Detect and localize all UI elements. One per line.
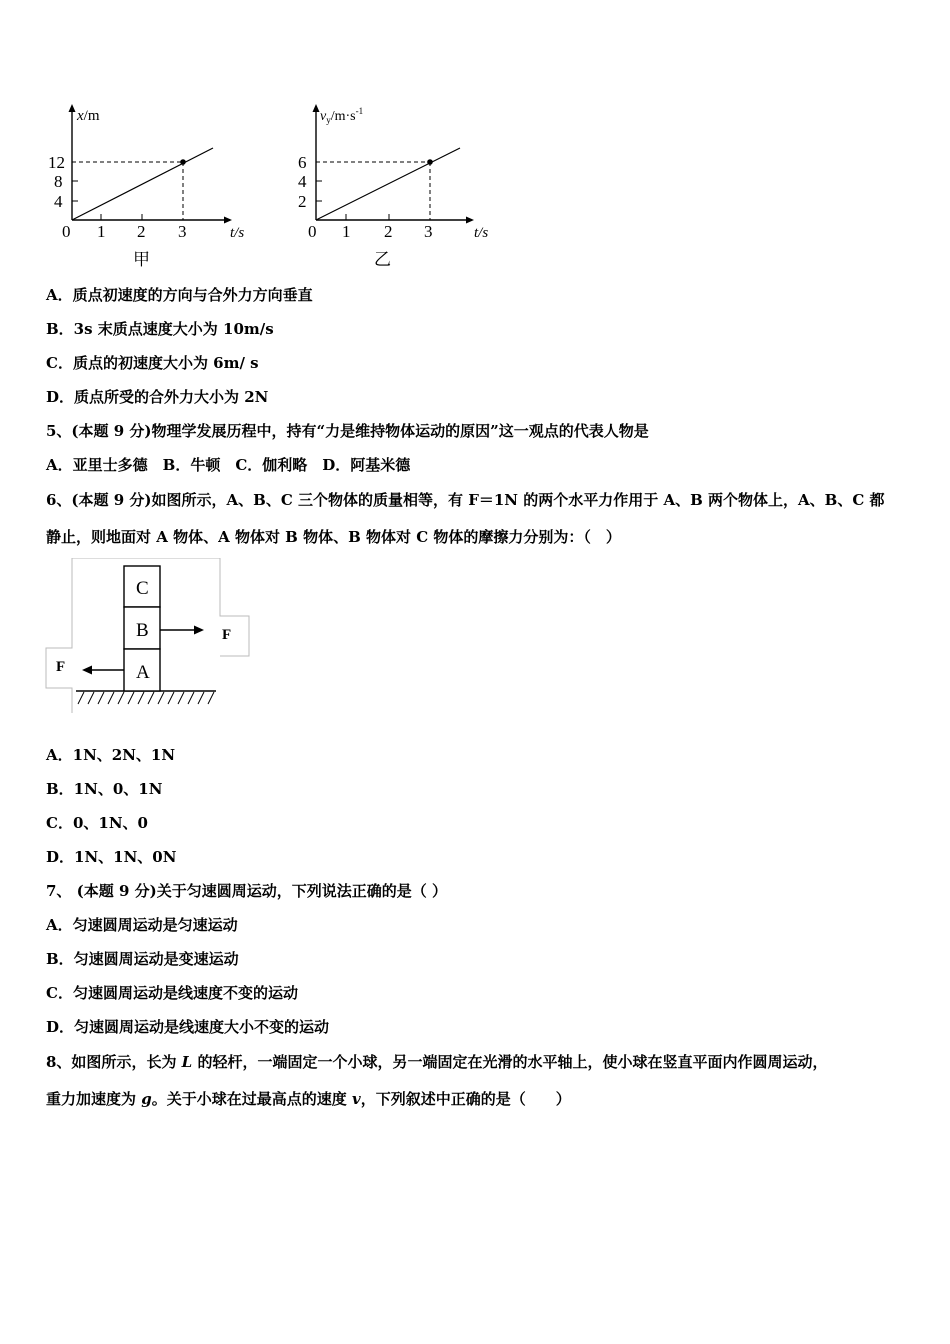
q6-stem-line1: 6、(本题 9 分)如图所示，A、B、C 三个物体的质量相等，有 F＝1N 的两个水平力作用于 A、B 两个物体上，A、B、C 都	[46, 491, 885, 509]
jia-xtick-1: 1	[97, 222, 106, 241]
yi-xtick-1: 1	[342, 222, 351, 241]
yi-xtick-2: 2	[384, 222, 393, 241]
jia-ytick-4: 4	[54, 192, 63, 211]
jia-caption: 甲	[133, 250, 150, 269]
q7-stem: 7、 (本题 9 分)关于匀速圆周运动，下列说法正确的是（ ）	[46, 882, 447, 900]
graph-yi	[298, 104, 488, 269]
yi-data-point	[427, 159, 433, 165]
graph-jia	[48, 104, 244, 269]
yi-ytick-4: 4	[298, 172, 307, 191]
q6-option-d: D．1N、1N、0N	[46, 848, 177, 866]
q5-stem: 5、(本题 9 分)物理学发展历程中，持有“力是维持物体运动的原因”这一观点的代表人物是	[46, 422, 649, 440]
motion-graphs	[40, 100, 520, 275]
q4-option-a: A．质点初速度的方向与合外力方向垂直	[46, 286, 313, 304]
yi-ylabel: $v_y/m\cdot s^{-1}$	[320, 106, 364, 125]
jia-ytick-12: 12	[48, 153, 65, 172]
q8-stem-line1: 8、如图所示，长为 L 的轻杆，一端固定一个小球，另一端固定在光滑的水平轴上，使小球在竖直平面内作圆周运动，	[46, 1053, 828, 1071]
jia-xlabel: t/s	[230, 225, 245, 241]
force-left-arrowhead	[82, 666, 92, 675]
q6-option-b: B．1N、0、1N	[46, 780, 163, 798]
force-left-label: F	[56, 659, 66, 675]
yi-xlabel: t/s	[474, 225, 489, 241]
jia-y-arrow	[69, 104, 76, 112]
frame-outline-left	[46, 558, 72, 713]
block-a-label: A	[136, 662, 150, 683]
q4-option-b: B．3s 末质点速度大小为 10m/s	[46, 320, 274, 338]
q7-option-a: A．匀速圆周运动是匀速运动	[46, 916, 238, 934]
q7-option-d: D．匀速圆周运动是线速度大小不变的运动	[46, 1018, 330, 1036]
q6-stem-line2: 静止，则地面对 A 物体、A 物体对 B 物体、B 物体对 C 物体的摩擦力分别为：（ ）	[46, 528, 621, 546]
jia-data-point	[180, 159, 186, 165]
yi-data-line	[316, 148, 460, 220]
yi-xtick-3: 3	[424, 222, 433, 241]
ground-hatching	[78, 692, 214, 704]
jia-x-arrow	[224, 217, 232, 224]
yi-x-arrow	[466, 217, 474, 224]
block-diagram	[44, 558, 254, 718]
q6-option-a: A．1N、2N、1N	[46, 746, 176, 764]
yi-ytick-2: 2	[298, 192, 307, 211]
q6-option-c: C．0、1N、0	[46, 814, 148, 832]
jia-xtick-0: 0	[62, 222, 71, 241]
force-right-arrowhead	[194, 626, 204, 635]
jia-ylabel: x/m	[77, 108, 100, 124]
block-b-label: B	[136, 620, 149, 641]
q7-option-b: B．匀速圆周运动是变速运动	[46, 950, 239, 968]
yi-y-arrow	[313, 104, 320, 112]
block-c-label: C	[136, 578, 149, 599]
yi-caption: 乙	[374, 250, 391, 269]
jia-data-line	[72, 148, 213, 220]
yi-ytick-6: 6	[298, 153, 307, 172]
jia-xtick-3: 3	[178, 222, 187, 241]
q4-option-c: C．质点的初速度大小为 6m/ s	[46, 354, 259, 372]
q7-option-c: C．匀速圆周运动是线速度不变的运动	[46, 984, 298, 1002]
q8-stem-line2: 重力加速度为 g。关于小球在过最高点的速度 v，下列叙述中正确的是（ ）	[46, 1090, 571, 1108]
force-right-label: F	[222, 627, 232, 643]
jia-xtick-2: 2	[137, 222, 146, 241]
q5-options: A．亚里士多德 B．牛顿 C．伽利略 D．阿基米德	[46, 456, 411, 474]
q4-option-d: D．质点所受的合外力大小为 2N	[46, 388, 269, 406]
jia-ytick-8: 8	[54, 172, 63, 191]
yi-xtick-0: 0	[308, 222, 317, 241]
